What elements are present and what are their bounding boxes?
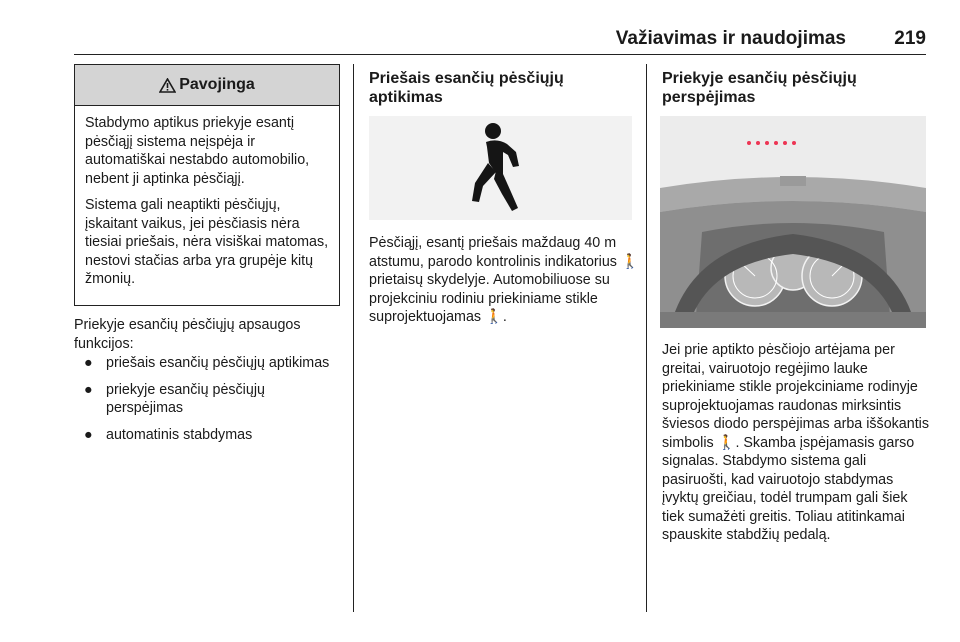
warning-paragraph: Sistema gali neaptikti pėsčiųjų, įskaitant vaikus, jei pėsčiasis nėra tiesiai priešais, nėra visiškai matomas, nestovi stačias arba yra grupėje kitų žmonių. bbox=[85, 197, 329, 287]
warning-text: Jei prie aptikto pėsčiojo artėjama per greitai, vairuotojo regėjimo lauke priekiniame stikle projekciniame rodinyje suprojektuojamas raudonas mirksintis šviesos diodo perspėjimas arba iššokantis simbolis 🚶. Skamba įspėjamasis garso signalas. Stabdymo sistema gali pasiruošti, kad vairuotojo stabdymas įvyktų greičiau, todėl trumpam gali šiek tiek sumažėti greitis. Toliau atitinkamai spauskite stabdžių pedalą. bbox=[662, 342, 930, 543]
dashboard-windshield-illustration bbox=[660, 116, 926, 328]
page-header bbox=[74, 24, 926, 55]
list-item bbox=[74, 354, 344, 373]
detection-text: Pėsčiąjį, esantį priešais maždaug 40 m atstumu, parodo kontrolinis indikatorius 🚶 prietaisų skydelyje. Automobiliuose su projekciniu rodiniu priekiniame stikle suprojektuojamas 🚶. bbox=[369, 235, 639, 325]
bullet-icon: ● bbox=[84, 355, 93, 371]
functions-list bbox=[74, 354, 344, 452]
functions-intro: Priekyje esančių pėsčiųjų apsaugos funkcijos: bbox=[74, 317, 301, 352]
warning-paragraph: Stabdymo aptikus priekyje esantį pėsčiąjį sistema neįspėja ir automatiškai nestabdo automobilio, nebent ji aptinka pėsčiąjį. bbox=[85, 115, 310, 187]
warning-header bbox=[75, 65, 339, 106]
warning-body bbox=[75, 106, 339, 289]
pedestrian-icon bbox=[369, 116, 632, 220]
header-title: Važiavimas ir naudojimas bbox=[615, 28, 846, 49]
bullet-icon: ● bbox=[84, 381, 93, 398]
section-heading-warning: Priekyje esančių pėsčiųjų perspėjimas bbox=[662, 70, 857, 106]
page-number: 219 bbox=[894, 28, 926, 49]
list-item bbox=[74, 426, 344, 445]
column-divider bbox=[646, 64, 647, 612]
list-item-text: automatinis stabdymas bbox=[106, 426, 253, 443]
pedestrian-indicator-icon: 🚶 bbox=[717, 434, 736, 451]
dashboard-figure bbox=[660, 116, 926, 328]
pedestrian-indicator-icon: 🚶 bbox=[620, 253, 639, 270]
bullet-icon: ● bbox=[84, 426, 93, 443]
list-item bbox=[74, 381, 344, 418]
list-item-text: priešais esančių pėsčiųjų aptikimas bbox=[106, 355, 330, 371]
warning-triangle-icon bbox=[159, 78, 176, 93]
warning-box bbox=[74, 64, 340, 306]
pedestrian-figure bbox=[369, 116, 632, 220]
list-item-text: priekyje esančių pėsčiųjų perspėjimas bbox=[106, 381, 265, 416]
column-divider bbox=[353, 64, 354, 612]
section-heading-detection: Priešais esančių pėsčiųjų aptikimas bbox=[369, 70, 564, 106]
pedestrian-indicator-icon: 🚶 bbox=[485, 309, 503, 325]
warning-title: Pavojinga bbox=[179, 76, 255, 93]
